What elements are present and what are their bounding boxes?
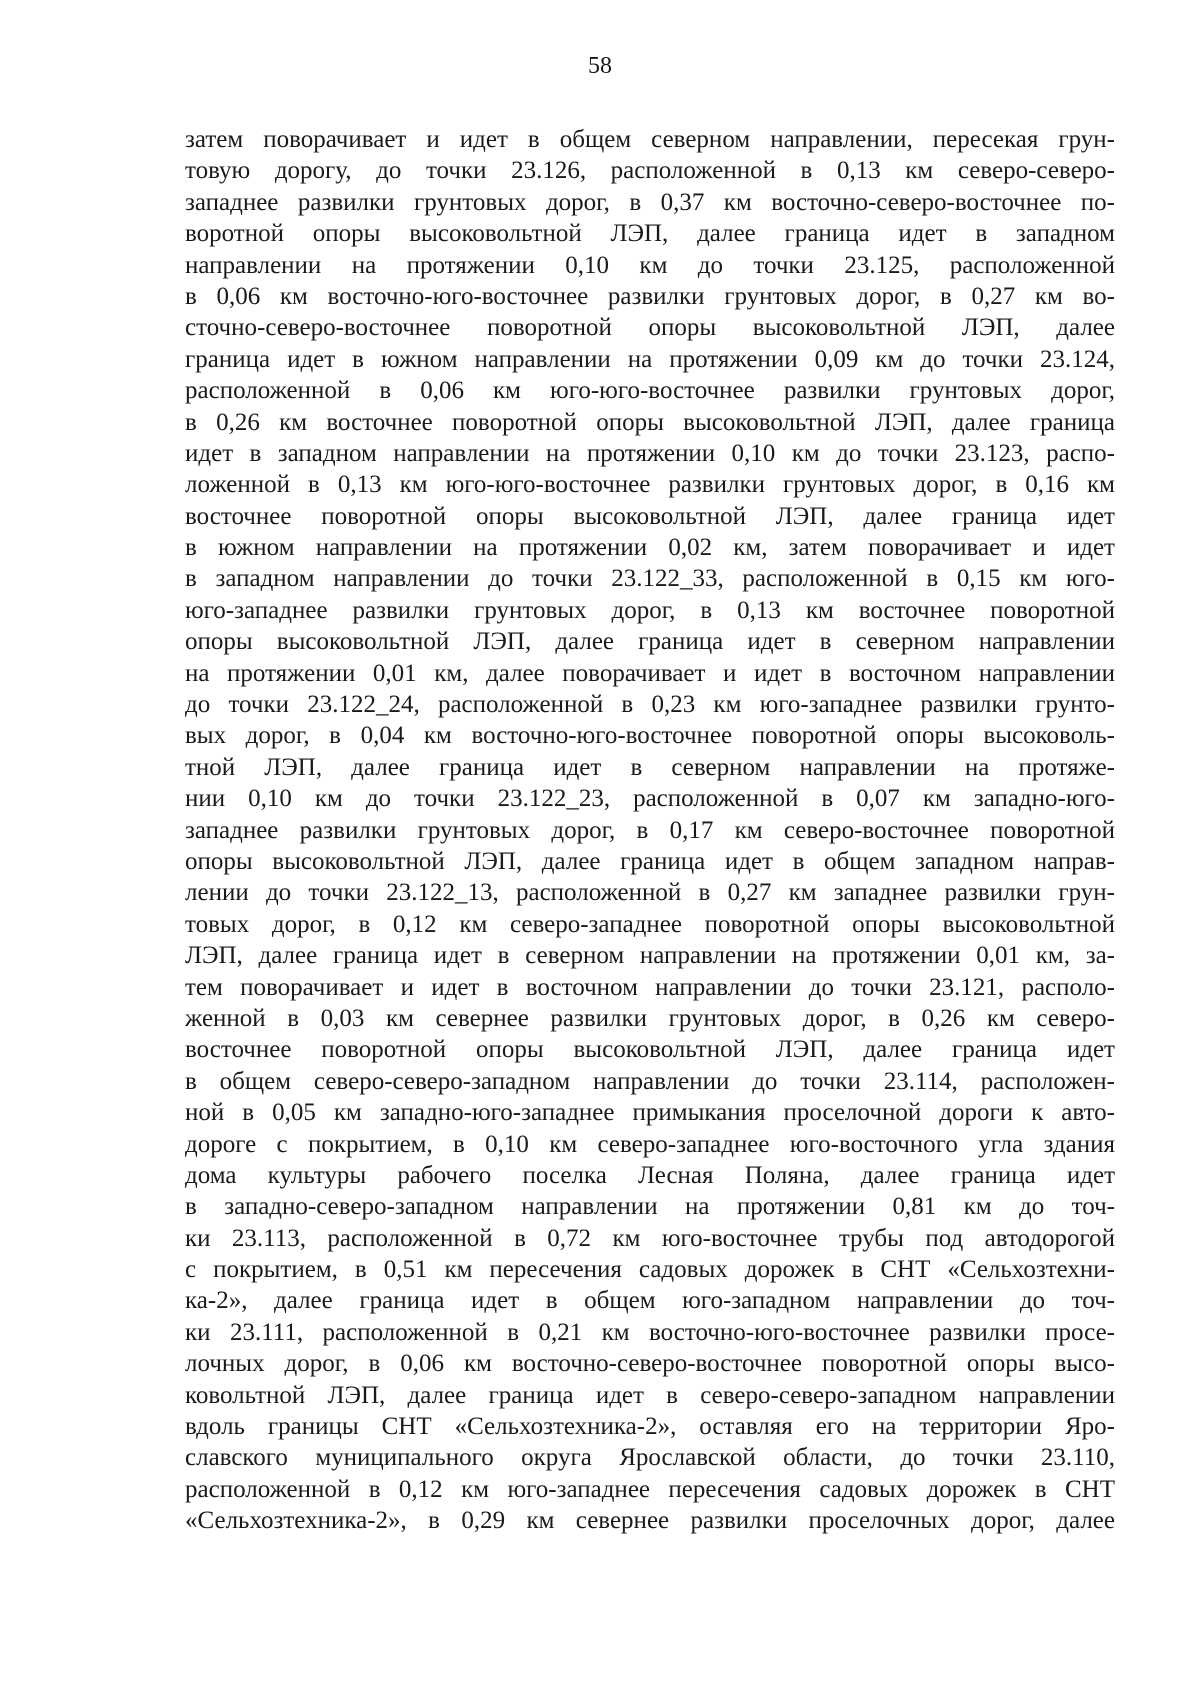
text-line: в 0,06 км восточно-юго-восточнее развилки грунтовых дорог, в 0,27 км во- <box>185 282 1115 310</box>
text-line: в западном направлении до точки 23.122_33, расположенной в 0,15 км юго- <box>185 565 1115 593</box>
text-line: ложенной в 0,13 км юго-юго-восточнее развилки грунтовых дорог, в 0,16 км <box>185 471 1115 499</box>
text-line: направлении на протяжении 0,10 км до точки 23.125, расположенной <box>185 251 1115 279</box>
text-line: идет в западном направлении на протяжении 0,10 км до точки 23.123, распо- <box>185 439 1115 467</box>
text-line: опоры высоковольтной ЛЭП, далее граница идет в северном направлении <box>185 628 1115 656</box>
text-line: вых дорог, в 0,04 км восточно-юго-восточнее поворотной опоры высоковоль- <box>185 722 1115 750</box>
text-line: с покрытием, в 0,51 км пересечения садовых дорожек в СНТ «Сельхозтехни- <box>185 1256 1115 1284</box>
text-line: вдоль границы СНТ «Сельхозтехника-2», оставляя его на территории Яро- <box>185 1413 1115 1441</box>
text-line: в 0,26 км восточнее поворотной опоры высоковольтной ЛЭП, далее граница <box>185 408 1115 436</box>
text-line: до точки 23.122_24, расположенной в 0,23 км юго-западнее развилки грунто- <box>185 691 1115 719</box>
text-line: граница идет в южном направлении на протяжении 0,09 км до точки 23.124, <box>185 345 1115 373</box>
text-line: дома культуры рабочего поселка Лесная Поляна, далее граница идет <box>185 1161 1115 1189</box>
text-line: дороге с покрытием, в 0,10 км северо-западнее юго-восточного угла здания <box>185 1130 1115 1158</box>
text-line: расположенной в 0,06 км юго-юго-восточнее развилки грунтовых дорог, <box>185 377 1115 405</box>
text-line: лении до точки 23.122_13, расположенной в 0,27 км западнее развилки грун- <box>185 879 1115 907</box>
text-line: в южном направлении на протяжении 0,02 км, затем поворачивает и идет <box>185 534 1115 562</box>
text-line: ной в 0,05 км западно-юго-западнее примыкания проселочной дороги к авто- <box>185 1099 1115 1127</box>
text-line: воротной опоры высоковольтной ЛЭП, далее граница идет в западном <box>185 220 1115 248</box>
text-line: ки 23.113, расположенной в 0,72 км юго-восточнее трубы под автодорогой <box>185 1224 1115 1252</box>
text-line: ЛЭП, далее граница идет в северном направлении на протяжении 0,01 км, за- <box>185 942 1115 970</box>
text-line: расположенной в 0,12 км юго-западнее пересечения садовых дорожек в СНТ <box>185 1475 1115 1503</box>
text-line: в западно-северо-западном направлении на протяжении 0,81 км до точ- <box>185 1193 1115 1221</box>
text-line: восточнее поворотной опоры высоковольтной ЛЭП, далее граница идет <box>185 502 1115 530</box>
text-line: лочных дорог, в 0,06 км восточно-северо-восточнее поворотной опоры высо- <box>185 1350 1115 1378</box>
text-line: тем поворачивает и идет в восточном направлении до точки 23.121, располо- <box>185 973 1115 1001</box>
page-number: 58 <box>588 53 612 79</box>
text-line: западнее развилки грунтовых дорог, в 0,37 км восточно-северо-восточнее по- <box>185 188 1115 216</box>
text-line: юго-западнее развилки грунтовых дорог, в 0,13 км восточнее поворотной <box>185 596 1115 624</box>
text-line: в общем северо-северо-западном направлении до точки 23.114, расположен- <box>185 1067 1115 1095</box>
text-line: сточно-северо-восточнее поворотной опоры высоковольтной ЛЭП, далее <box>185 314 1115 342</box>
text-line: «Сельхозтехника-2», в 0,29 км севернее развилки проселочных дорог, далее <box>185 1507 1115 1535</box>
text-line: товую дорогу, до точки 23.126, расположенной в 0,13 км северо-северо- <box>185 157 1115 185</box>
text-line: опоры высоковольтной ЛЭП, далее граница идет в общем западном направ- <box>185 847 1115 875</box>
text-line: нии 0,10 км до точки 23.122_23, расположенной в 0,07 км западно-юго- <box>185 785 1115 813</box>
text-line: ковольтной ЛЭП, далее граница идет в северо-северо-западном направлении <box>185 1381 1115 1409</box>
text-line: товых дорог, в 0,12 км северо-западнее поворотной опоры высоковольтной <box>185 910 1115 938</box>
body-text <box>185 124 1115 1537</box>
text-line: женной в 0,03 км севернее развилки грунтовых дорог, в 0,26 км северо- <box>185 1004 1115 1032</box>
text-line: тной ЛЭП, далее граница идет в северном направлении на протяже- <box>185 753 1115 781</box>
text-line: славского муниципального округа Ярославской области, до точки 23.110, <box>185 1444 1115 1472</box>
text-line: ка-2», далее граница идет в общем юго-западном направлении до точ- <box>185 1287 1115 1315</box>
text-line: на протяжении 0,01 км, далее поворачивает и идет в восточном направлении <box>185 659 1115 687</box>
text-line: западнее развилки грунтовых дорог, в 0,17 км северо-восточнее поворотной <box>185 816 1115 844</box>
text-line: ки 23.111, расположенной в 0,21 км восточно-юго-восточнее развилки просе- <box>185 1318 1115 1346</box>
text-line: затем поворачивает и идет в общем северном направлении, пересекая грун- <box>185 126 1115 153</box>
text-line: восточнее поворотной опоры высоковольтной ЛЭП, далее граница идет <box>185 1036 1115 1064</box>
